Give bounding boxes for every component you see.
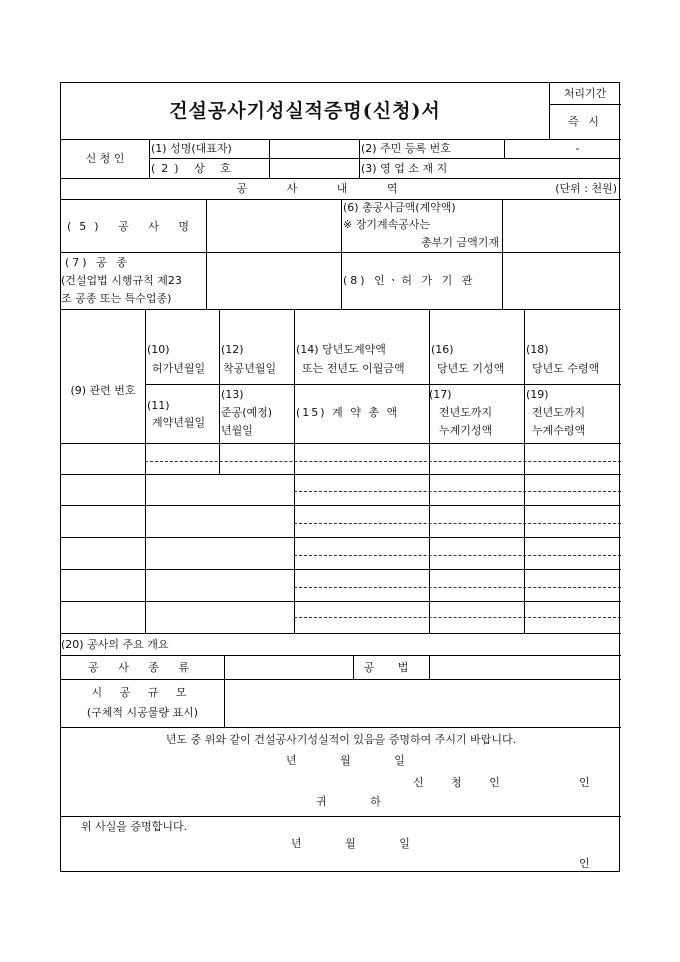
- certificate-form: [60, 82, 620, 872]
- total-amount-note-2: 총부기 금액기재: [421, 236, 499, 249]
- name-label: (1) 성명(대표자): [151, 142, 232, 155]
- col-14-label: (14) 당년도계약액: [296, 343, 386, 356]
- applicant-seal: 인: [579, 776, 590, 789]
- data-row[interactable]: [61, 537, 621, 569]
- work-type-note-2: 조 공종 또는 특수업종): [61, 292, 172, 305]
- grid-line: [341, 199, 342, 309]
- scale-label: 시 공 규 모: [91, 686, 194, 699]
- col-15-label: (15) 계 약 총 액: [296, 406, 400, 419]
- col-19-number: (19): [526, 388, 549, 401]
- project-name-field[interactable]: [206, 199, 341, 252]
- col-16-label: 당년도 기성액: [437, 362, 505, 375]
- grid-line: [359, 139, 360, 178]
- col-14-label-2: 또는 전년도 이월금액: [302, 362, 405, 375]
- method-label: 공 법: [363, 661, 419, 674]
- col-10-number: (10): [147, 343, 170, 356]
- col-11-number: (11): [147, 399, 170, 412]
- work-type-note: (건설업법 시행규칙 제23: [61, 274, 182, 287]
- method-field[interactable]: [429, 655, 621, 679]
- total-amount-field[interactable]: [502, 199, 621, 252]
- col-16-number: (16): [431, 343, 454, 356]
- total-amount-label: (6) 총공사금액(계약액): [343, 201, 456, 214]
- scale-field[interactable]: [224, 679, 621, 727]
- certifier-seal: 인: [579, 857, 590, 870]
- trade-name-field[interactable]: [269, 158, 359, 178]
- resident-number-label: (2) 주민 등록 번호: [361, 142, 451, 155]
- col-13-label-2: 년월일: [221, 424, 253, 437]
- grid-line: [61, 633, 621, 634]
- processing-period-value: 즉 시: [568, 115, 602, 128]
- project-name-label: (5) 공 사 명: [67, 220, 197, 233]
- work-kind-label: 공 사 종 류: [88, 661, 197, 674]
- data-row[interactable]: [61, 569, 621, 601]
- data-row[interactable]: [61, 601, 621, 633]
- col-18-label: 당년도 수령액: [532, 362, 600, 375]
- scale-note: (구체적 시공물량 표시): [86, 706, 199, 719]
- col-11-label: 계약년월일: [152, 416, 206, 429]
- related-number-label: (9) 관련 번호: [70, 384, 136, 397]
- grid-line: [61, 816, 621, 817]
- grid-line: [549, 104, 621, 105]
- name-field[interactable]: [269, 139, 359, 158]
- applicant-label: 신 청 인: [85, 152, 125, 165]
- data-row[interactable]: [61, 443, 621, 474]
- permit-agency-field[interactable]: [502, 252, 621, 309]
- form-title: 건설공사기성실적증명(신청)서: [169, 100, 441, 122]
- certify-date: 년 월 일: [291, 837, 430, 850]
- data-row[interactable]: [61, 505, 621, 537]
- addressee: 귀 하: [316, 795, 401, 808]
- permit-agency-label: (8) 인ㆍ허 가 기 관: [343, 274, 476, 287]
- request-date: 년 월 일: [286, 754, 425, 767]
- col-18-number: (18): [526, 343, 549, 356]
- grid-line: [145, 384, 621, 385]
- col-13-label: 준공(예정): [221, 406, 273, 419]
- col-17-number: (17): [429, 388, 452, 401]
- unit-label: (단위 : 천원): [555, 182, 617, 195]
- overview-label: (20) 공사의 주요 개요: [61, 638, 169, 651]
- total-amount-note: ※ 장기계속공사는: [343, 218, 431, 231]
- work-kind-field[interactable]: [224, 655, 353, 679]
- col-12-label: 착공년월일: [223, 362, 277, 375]
- processing-period-label: 처리기간: [563, 87, 607, 100]
- applicant-sign-label: 신 청 인: [413, 776, 512, 789]
- work-type-label: (7) 공 종: [65, 256, 130, 269]
- grid-line: [149, 139, 150, 178]
- col-19-label: 전년도까지: [532, 406, 586, 419]
- col-17-label: 전년도까지: [439, 406, 493, 419]
- data-row[interactable]: [61, 474, 621, 505]
- work-details-header: 공 사 내 역: [236, 182, 416, 195]
- col-17-label-2: 누계기성액: [439, 424, 493, 437]
- business-address-label: (3) 영 업 소 재 지: [361, 162, 448, 175]
- grid-line: [61, 178, 621, 179]
- request-statement: 년도 중 위와 같이 건설공사기성실적이 있음을 증명하여 주시기 바랍니다.: [165, 733, 517, 746]
- business-address-field[interactable]: [504, 158, 621, 178]
- resident-number-field[interactable]: -: [575, 142, 580, 155]
- col-10-label: 허가년월일: [152, 362, 206, 375]
- certify-statement: 위 사실을 증명합니다.: [81, 820, 188, 833]
- col-19-label-2: 누계수령액: [532, 424, 586, 437]
- work-type-field[interactable]: [206, 252, 341, 309]
- col-12-number: (12): [221, 343, 244, 356]
- trade-name-label: (2) 상 호: [151, 162, 237, 175]
- grid-line: [61, 727, 621, 728]
- col-13-number: (13): [221, 388, 244, 401]
